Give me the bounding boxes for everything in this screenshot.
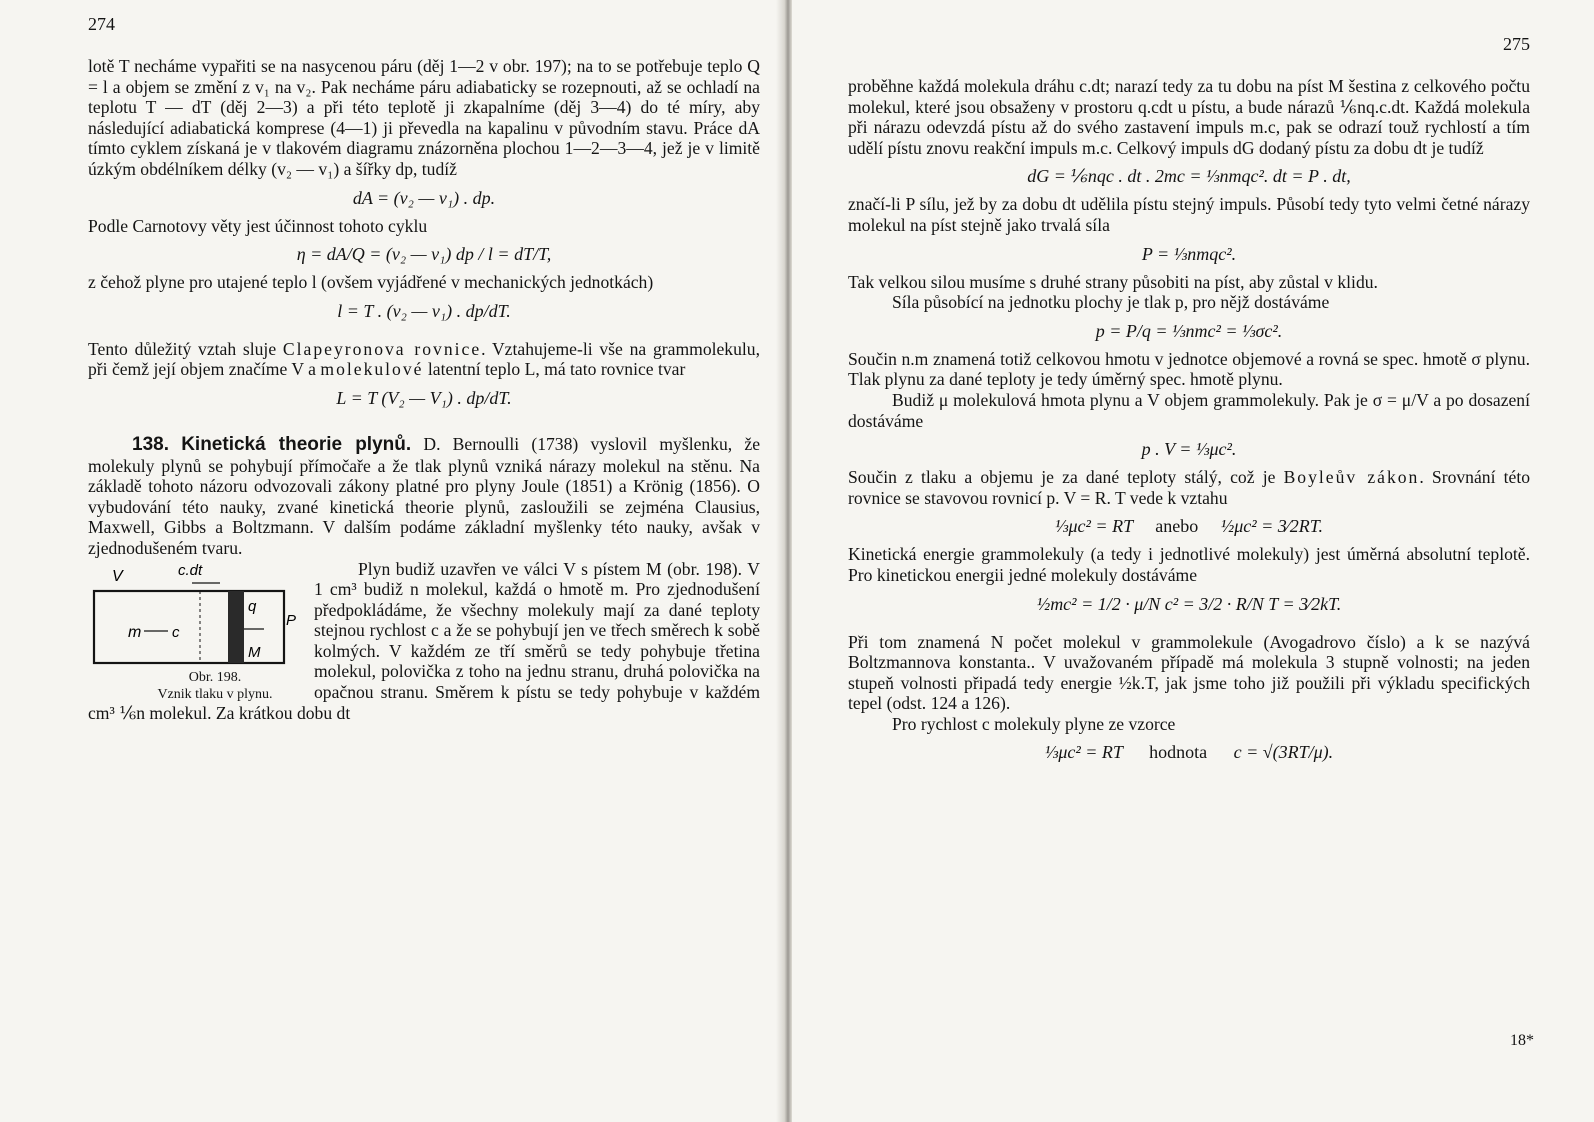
right-paragraph-2: značí-li P sílu, jež by za dobu dt udělila pístu stejný impuls. Působí tedy tyto velmi četné nárazy molekul na píst stejně jako trvalá síla [848, 194, 1530, 235]
left-equation-3: l = T . (v₂ — v₁) . dp/dT. [337, 300, 511, 321]
right-paragraph-6: Budiž μ molekulová hmota plynu a V objem grammolekuly. Pak je σ = μ/V a po dosazení dostáváme [848, 389, 1530, 431]
p4-text-a: Tento důležitý vztah sluje [88, 338, 283, 359]
left-paragraph-6 [88, 559, 760, 724]
left-page-number: 274 [88, 14, 115, 34]
eq7-left: ⅓μc² = RT [1044, 742, 1123, 763]
molecular-term: molekulové [320, 359, 424, 380]
fig-label-v: V [112, 567, 123, 585]
p4-text-b: . Vztahujeme-li vše na grammolekulu, při čemž její objem značíme V a [88, 338, 760, 380]
left-equation-1: dA = (v₂ — v₁) . dp. [352, 187, 496, 208]
right-equation-4: p . V = ⅓μc². [1141, 439, 1237, 460]
eq5-right: ½μc² = 3⁄2RT. [1220, 516, 1323, 537]
section-title: Kinetická theorie plynů. [181, 433, 412, 455]
section-138-text: D. Bernoulli (1738) vyslovil myšlenku, že molekuly plynů se pohybují přímočaře a že tlak plynů vzniká nárazy molekul na stěnu. Na základě tohoto názoru odvozovali zákony platné pro plyny Joule (1851) a Krönig (1856). O vybudování této nauky, zvané kinetická theorie plynů, zasloužili se zejména Clausius, Maxwell, Gibbs a Boltzmann. V dalším podáme základní myšlenky této nauky, avšak v zjednodušeném tvaru. [88, 433, 761, 558]
boyle-law-term: Boyleův zákon [1283, 467, 1420, 488]
right-page-number: 275 [1503, 34, 1530, 54]
eq5-left: ⅓μc² = RT [1055, 516, 1133, 537]
right-paragraph-4: Síla působící na jednotku plochy je tlak p, pro nějž dostáváme [892, 292, 1330, 313]
figure-caption-text: Vznik tlaku v plynu. [157, 686, 273, 702]
p7-text-a: Součin z tlaku a objemu je za dané teploty stálý, což je [848, 467, 1284, 488]
right-paragraph-3: Tak velkou silou musíme s druhé strany působiti na píst, aby zůstal v klidu. [848, 271, 1378, 292]
right-paragraph-1: proběhne každá molekula dráhu c.dt; narazí tedy za tu dobu na píst M šestina z celkového počtu molekul, které jsou obsaženy v prostoru q.cdt u pístu, a bude nárazů ⅙nq.c.dt. Každá molekula při nárazu odevzdá pístu až do svého zastavení impuls m.c, pak se odrazí touž rychlostí a tím udělí pístu znovu reakční impuls m.c. Celkový impuls dG dodaný pístu za dobu dt je tudíž [848, 76, 1530, 158]
figure-caption-number: Obr. 198. [188, 669, 242, 685]
gas-cylinder-diagram [88, 561, 298, 669]
left-paragraph-1: lotě T necháme vypařiti se na nasycenou páru (děj 1—2 v obr. 197); na to se potřebuje teplo Q = l a objem se změní z v₁ na v₂. Pak necháme páru adiabaticky se rozepnouti, až se ochladí na teplotu T — dT (děj 2—3) a při této teplotě ji zkapalníme (děj 3—4) do té míry, aby následující adiabatická komprese (4—1) ji převedla na kapalinu v původním stavu. Práce dA tímto cyklem získaná je v tlakovém diagramu znázorněna plochou 1—2—3—4, jež je v limitě úzkým obdélníkem délky (v₂ — v₁) a šířky dp, tudíž [88, 56, 760, 179]
section-138 [88, 434, 760, 559]
fig-label-q: q [248, 597, 257, 615]
right-equation-2: P = ⅓nmqc². [1141, 243, 1237, 264]
fig-label-m-molecule: m [128, 623, 142, 641]
fig-label-p: P [286, 611, 297, 629]
left-equation-4: L = T (V₂ — V₁) . dp/dT. [336, 387, 512, 408]
p7-text-b: . Srovnání této rovnice se stavovou rovnicí p. V = R. T vede k vztahu [848, 467, 1530, 508]
right-equation-6: ½mc² = 1/2 · μ/N c² = 3/2 · R/N T = 3⁄2kT. [1036, 593, 1342, 614]
p4-text-c: latentní teplo L, má tato rovnice tvar [423, 359, 686, 380]
clapeyron-term: Clapeyronova rovnice [282, 338, 482, 359]
right-page [792, 0, 1594, 1122]
fig-label-cdt: c.dt [178, 561, 203, 579]
eq7-connector: hodnota [1149, 742, 1208, 763]
left-paragraph-3: z čehož plyne pro utajené teplo l (ovšem vyjádřené v mechanických jednotkách) [88, 272, 654, 293]
left-paragraph-2: Podle Carnotovy věty jest účinnost tohoto cyklu [88, 215, 428, 236]
fig-label-piston-m: M [248, 643, 261, 661]
right-paragraph-5: Součin n.m znamená totiž celkovou hmotu v jednotce objemové a rovná se spec. hmotě σ plynu. Tlak plynu za dané teploty je tedy úměrný spec. hmotě plynu. [848, 348, 1530, 390]
left-equation-2: η = dA/Q = (v₂ — v₁) dp / l = dT/T, [296, 244, 552, 265]
right-equation-1: dG = ⅙nqc . dt . 2mc = ⅓nmqc². dt = P . dt, [1027, 166, 1351, 187]
eq5-connector: anebo [1155, 516, 1199, 537]
right-equation-7 [848, 740, 1530, 764]
left-page [0, 0, 790, 1122]
figure-198 [88, 561, 298, 703]
right-paragraph-7 [848, 467, 1530, 508]
section-number: 138. [132, 433, 169, 455]
right-paragraph-10: Pro rychlost c molekuly plyne ze vzorce [892, 713, 1176, 734]
fig-label-c: c [172, 623, 180, 641]
left-paragraph-6-text: Plyn budiž uzavřen ve válci V s pístem M (obr. 198). V 1 cm³ budiž n molekul, každá o hmotě m. Pro zjednodušení předpokládáme, že všechny molekuly mají za dané teploty stejnou rychlost c a že se pohybují jen ve třech směrech k sobě kolmých. V každém ze tří směrů se tedy pohybuje třetina molekul, polovička z toho na jednu stranu, druhá polovička na opačnou stranu. Směrem k pístu se tedy pohybuje v každém cm³ ⅙n molekul. Za krátkou dobu dt [88, 558, 760, 723]
right-paragraph-9: Při tom znamená N počet molekul v grammolekule (Avogadrovo číslo) a k se nazývá Boltzmannova konstanta.. V uvažovaném případě má molekula 3 stupně volnosti; na jeden stupeň volnosti připadá tedy energie ½k.T, jak jsme toho již použili při výkladu specifických tepel (odst. 124 a 126). [848, 631, 1530, 714]
right-paragraph-8: Kinetická energie grammolekuly (a tedy i jednotlivé molekuly) jest úměrná absolutní teplotě. Pro kinetickou energii jedné molekuly dostáváme [848, 544, 1530, 585]
right-equation-3: p = P/q = ⅓nmc² = ⅓σc². [1095, 320, 1283, 341]
eq7-right: c = √(3RT/μ). [1233, 742, 1334, 763]
left-paragraph-4 [88, 339, 760, 380]
right-equation-5 [848, 514, 1530, 538]
printer-signature: 18* [1510, 1032, 1534, 1049]
